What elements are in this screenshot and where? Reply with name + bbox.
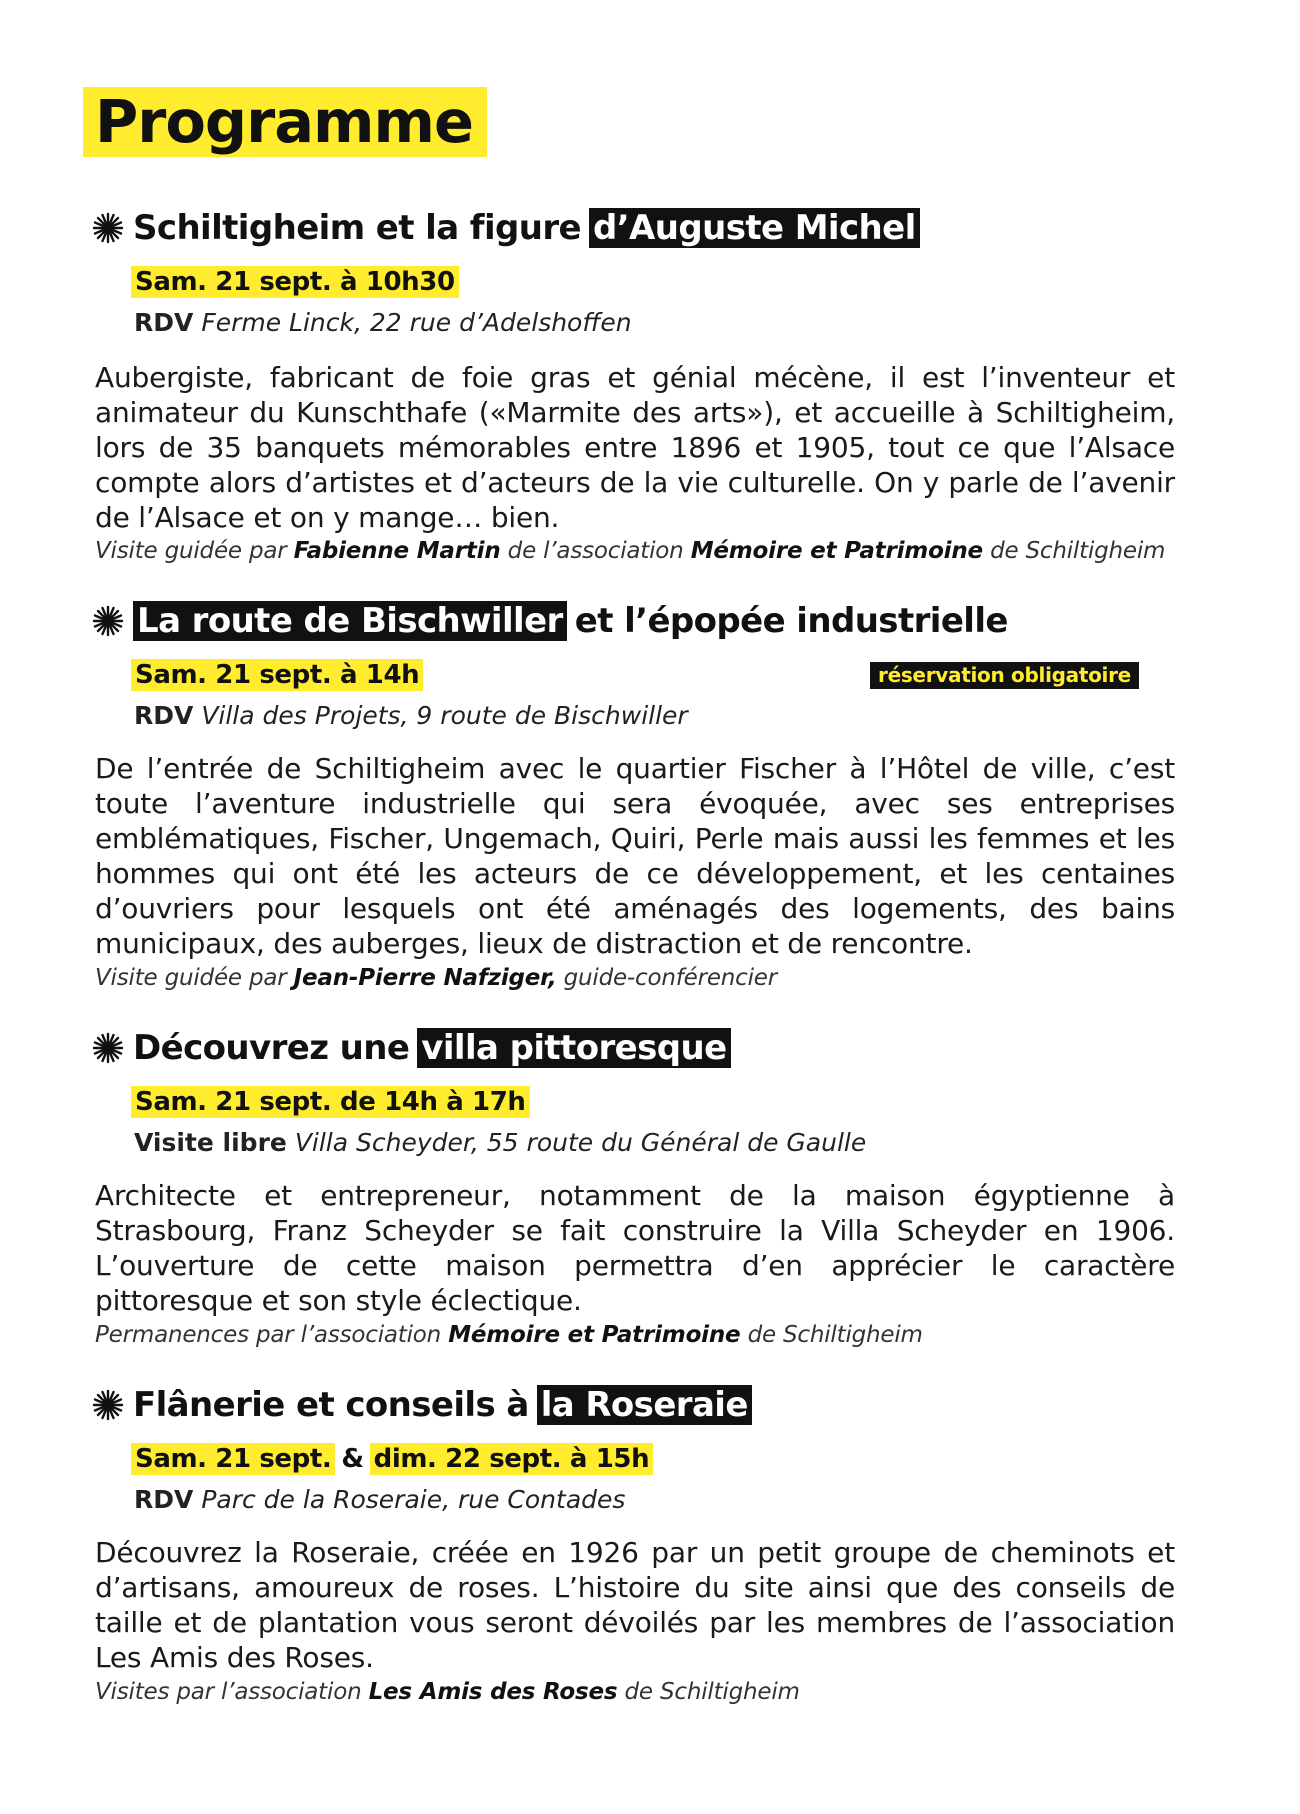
event-date [131,266,459,298]
event-credit [95,538,1165,564]
event-title [92,1028,731,1068]
starburst-icon [92,1032,124,1064]
event-title-text: Flânerie et conseils à [133,1385,529,1425]
credit-suffix: de Schiltigheim [990,538,1166,564]
credit-suffix: guide-conférencier [563,965,777,991]
credit-prefix: Visite guidée par [95,965,287,991]
rdv-label: Visite libre [134,1128,287,1157]
rdv-place: Villa des Projets, 9 route de Bischwiller [201,701,688,730]
rdv-label: RDV [134,1485,194,1514]
event-title-highlight: d’Auguste Michel [589,208,920,248]
rdv-place: Ferme Linck, 22 rue d’Adelshoffen [201,308,632,337]
event-description: De l’entrée de Schiltigheim avec le quartier Fischer à l’Hôtel de ville, c’est toute l’aventure industrielle qui sera évoquée, avec ses entreprises emblématiques, Fischer, Ungemach, Quiri, Perle mais aussi les femmes et les hommes qui ont été les acteurs de ce développement, et les centaines d’ouvriers pour lesquels ont été aménagés des logements, des bains municipaux, des auberges, lieux de distraction et de rencontre. [95,752,1175,960]
event-meeting-point [134,308,632,337]
credit-name: Jean-Pierre Nafziger, [293,965,557,991]
starburst-icon [92,212,124,244]
event-date [131,659,423,691]
event-meeting-point [134,1485,625,1514]
date-highlight: Sam. 21 sept. à 14h [131,659,423,691]
event-description: Découvrez la Roseraie, créée en 1926 par un petit groupe de cheminots et d’artisans, amoureux de roses. L’histoire du site ainsi que des conseils de taille et de plantation vous seront dévoilés par les membres de l’association Les Amis des Roses. [95,1536,1175,1674]
event-title-highlight: villa pittoresque [417,1028,730,1068]
event-title [92,601,1008,641]
event-title-text: Schiltigheim et la figure [133,208,581,248]
rdv-label: RDV [134,701,194,730]
credit-prefix: Permanences par l’association [95,1322,442,1348]
credit-org: Mémoire et Patrimoine [690,538,983,564]
credit-prefix: Visite guidée par [95,538,287,564]
credit-mid: de l’association [507,538,684,564]
date-highlight: Sam. 21 sept. [131,1443,335,1475]
date-highlight-2: dim. 22 sept. à 15h [370,1443,654,1475]
event-meeting-point [134,1128,866,1157]
event-title-text: Découvrez une [133,1028,410,1068]
credit-suffix: de Schiltigheim [747,1322,923,1348]
credit-prefix: Visites par l’association [95,1679,362,1705]
date-highlight: Sam. 21 sept. de 14h à 17h [131,1086,530,1118]
rdv-place: Parc de la Roseraie, rue Contades [201,1485,626,1514]
credit-name: Fabienne Martin [293,538,501,564]
event-meeting-point [134,701,688,730]
reservation-badge: réservation obligatoire [870,662,1139,689]
event-title [92,208,920,248]
event-title-highlight: la Roseraie [537,1385,752,1425]
page-title: Programme [83,87,487,157]
starburst-icon [92,1389,124,1421]
credit-org: Mémoire et Patrimoine [448,1322,741,1348]
event-title-highlight: La route de Bischwiller [133,601,567,641]
event-date [131,1086,530,1118]
event-date [131,1443,653,1475]
credit-org: Les Amis des Roses [368,1679,618,1705]
date-highlight: Sam. 21 sept. à 10h30 [131,266,459,298]
event-title [92,1385,752,1425]
date-ampersand: & [341,1444,364,1474]
event-credit [95,965,777,991]
starburst-icon [92,605,124,637]
event-description: Aubergiste, fabricant de foie gras et génial mécène, il est l’inventeur et animateur du Kunschthafe («Marmite des arts»), et accueille à Schiltigheim, lors de 35 banquets mémorables entre 1896 et 1905, tout ce que l’Alsace compte alors d’artistes et d’acteurs de la vie culturelle. On y parle de l’avenir de l’Alsace et on y mange… bien. [95,361,1175,534]
event-credit [95,1322,923,1348]
credit-suffix: de Schiltigheim [624,1679,800,1705]
event-credit [95,1679,800,1705]
rdv-label: RDV [134,308,194,337]
event-description: Architecte et entrepreneur, notamment de la maison égyptienne à Strasbourg, Franz Scheyder se fait construire la Villa Scheyder en 1906. L’ouverture de cette maison permettra d’en apprécier le caractère pittoresque et son style éclectique. [95,1179,1175,1317]
event-title-text: et l’épopée industrielle [574,601,1008,641]
rdv-place: Villa Scheyder, 55 route du Général de Gaulle [294,1128,867,1157]
